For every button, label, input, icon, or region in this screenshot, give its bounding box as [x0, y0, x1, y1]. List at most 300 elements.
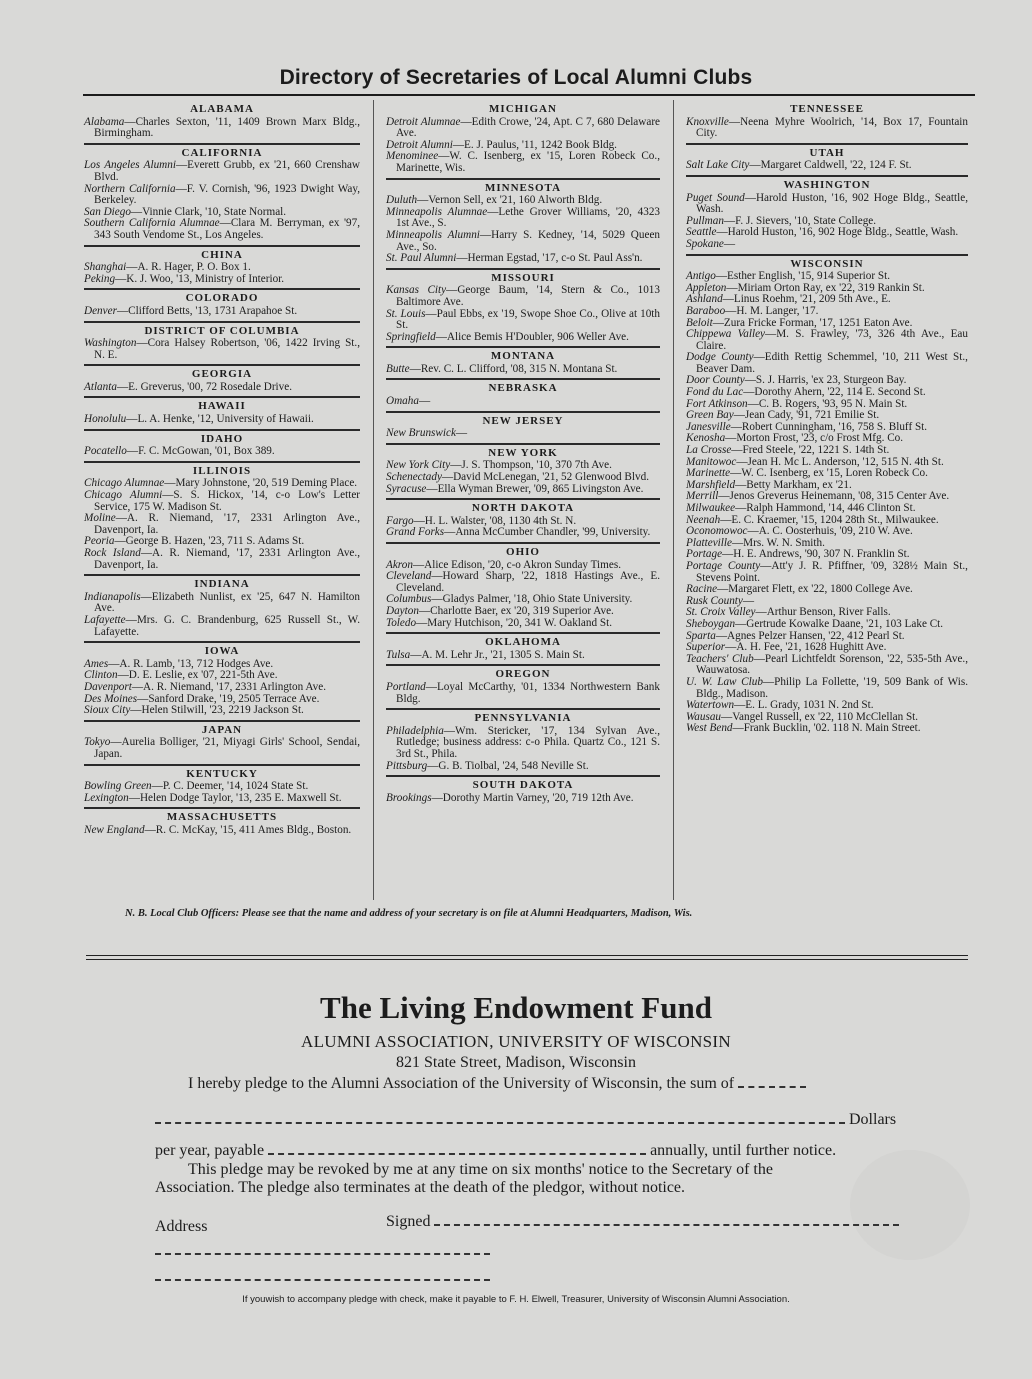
- state-heading: MINNESOTA: [484, 181, 562, 194]
- club-name: Butte: [386, 362, 410, 375]
- state-heading: NEBRASKA: [488, 382, 558, 395]
- club-name: Detroit Alumni: [386, 138, 453, 151]
- club-entry: [84, 117, 360, 140]
- club-entry: [84, 825, 360, 837]
- pledge-line: [188, 1075, 806, 1093]
- club-name: Fond du Lac: [686, 386, 744, 399]
- state-heading: MONTANA: [490, 350, 556, 363]
- state-section: [386, 503, 660, 544]
- secretary-details: —Gertrude Kowalke Daane, '21, 103 Lake Ct.: [735, 617, 944, 630]
- secretary-details: —Clara M. Berryman, ex '97, 343 South Vendome St., Los Angeles.: [94, 217, 360, 241]
- secretary-details: —J. S. Thompson, '10, 370 7th Ave.: [450, 459, 612, 472]
- state-section: [84, 812, 360, 839]
- state-heading: ILLINOIS: [192, 464, 252, 477]
- club-name: Peking: [84, 272, 116, 285]
- secretary-details: —Vernon Sell, ex '21, 160 Alworth Bldg.: [417, 194, 603, 207]
- secretary-details: —Ralph Hammond, '14, 446 Clinton St.: [735, 502, 916, 514]
- secretary-details: —Vinnie Clark, '10, State Normal.: [130, 205, 287, 218]
- revoke-line-2: Association. The pledge also terminates at the death of the pledgor, without notice.: [155, 1179, 686, 1196]
- footer-note: If youwish to accompany pledge with check, make it payable to F. H. Elwell, Treasurer, University of Wisconsin Alumni Association.: [242, 1294, 790, 1305]
- club-name: Minneapolis Alumni: [386, 228, 480, 241]
- secretary-details: —L. A. Henke, '12, University of Hawaii.: [126, 413, 314, 426]
- secretary-details: —Paul Ebbs, ex '19, Swope Shoe Co., Olive at 10th St.: [396, 307, 660, 332]
- secretary-details: —Mary Hutchison, '20, 341 W. Oakland St.: [416, 616, 612, 629]
- state-heading: IDAHO: [200, 432, 244, 445]
- state-heading: NEW JERSEY: [482, 414, 564, 427]
- club-name: Door County: [686, 374, 745, 387]
- state-heading: CHINA: [201, 248, 243, 261]
- secretary-details: —Herman Egstad, '17, c-o St. Paul Ass'n.: [456, 252, 643, 265]
- secretary-details: —R. C. McKay, '15, 411 Ames Bldg., Boston.: [144, 823, 352, 836]
- club-name: Chicago Alumni: [84, 489, 163, 502]
- club-name: Dodge County: [686, 351, 754, 364]
- club-entry: [84, 306, 360, 318]
- secretary-details: —H. M. Langer, '17.: [725, 304, 819, 317]
- club-entry: [84, 382, 360, 394]
- secretary-details: —Dorothy Ahern, '22, 114 E. Second St.: [743, 386, 926, 399]
- club-name: Fort Atkinson: [686, 397, 748, 410]
- club-entry: [84, 513, 360, 536]
- club-entry: [686, 723, 968, 735]
- state-heading: INDIANA: [194, 578, 250, 591]
- club-name: Manitowoc: [686, 455, 737, 468]
- club-name: Indianapolis: [84, 590, 141, 603]
- state-section: [84, 369, 360, 398]
- club-name: Marshfield: [686, 478, 736, 491]
- club-name: Southern California Alumnae: [84, 217, 220, 230]
- club-name: Dayton: [386, 604, 419, 617]
- secretary-details: —Ella Wyman Brewer, '09, 865 Livingston Ave.: [426, 482, 644, 495]
- club-name: Tulsa: [386, 648, 411, 661]
- secretary-details: —G. B. Tiolbal, '24, 548 Neville St.: [427, 759, 589, 772]
- secretary-details: —Charlotte Baer, ex '20, 319 Superior Ave.: [418, 604, 614, 617]
- club-entry: [386, 682, 660, 705]
- state-heading: OKLAHOMA: [485, 636, 561, 649]
- club-name: Cleveland: [386, 570, 432, 583]
- secretary-details: —Arthur Benson, River Falls.: [755, 606, 891, 619]
- club-name: Duluth: [386, 194, 418, 207]
- secretary-details: —Wm. Stericker, '17, 134 Sylvan Ave., Rutledge; business address: c-o Phila. Quartz Co., 121 S. 3rd St., Phila.: [396, 724, 660, 760]
- club-name: La Crosse: [686, 444, 732, 457]
- club-entry: [84, 184, 360, 207]
- club-entry: [84, 446, 360, 458]
- club-name: Salt Lake City: [686, 159, 750, 172]
- secretary-details: —Fred Steele, '22, 1221 S. 14th St.: [731, 444, 890, 457]
- club-name: Denver: [84, 304, 117, 317]
- secretary-details: —A. C. Oosterhuis, '09, 210 W. Ave.: [747, 525, 913, 538]
- secretary-details: —A. H. Fee, '21, 1628 Hughitt Ave.: [725, 641, 887, 654]
- state-section: [686, 180, 968, 256]
- club-entry: [686, 160, 968, 172]
- club-entry: [686, 352, 968, 375]
- secretary-details: —Dorothy Martin Varney, '20, 719 12th Ave.: [431, 791, 634, 804]
- state-heading: TENNESSEE: [790, 103, 864, 115]
- state-section: [84, 326, 360, 367]
- secretary-details: —Mrs. G. C. Brandenburg, 625 Russell St., W. Lafayette.: [94, 613, 360, 638]
- address-field-2[interactable]: [155, 1279, 490, 1281]
- club-entry: [686, 239, 968, 251]
- club-name: Neenah: [686, 513, 721, 526]
- secretary-details: —Harold Huston, '16, 902 Hoge Bldg., Seattle, Wash.: [716, 226, 959, 239]
- secretary-details: —Frank Bucklin, '02. 118 N. Main Street.: [732, 722, 921, 735]
- state-heading: UTAH: [809, 146, 845, 159]
- club-entry: [84, 705, 360, 717]
- secretary-details: —Morton Frost, '23, c/o Frost Mfg. Co.: [725, 432, 904, 445]
- state-section: [84, 293, 360, 322]
- secretary-details: —David McLenegan, '21, 52 Glenwood Blvd.: [441, 471, 649, 484]
- revoke-line-1: This pledge may be revoked by me at any time on six months' notice to the Secretary of the: [188, 1161, 773, 1178]
- club-name: Los Angeles Alumni: [84, 159, 176, 172]
- club-entry: [386, 793, 660, 805]
- signed-line: [386, 1213, 899, 1231]
- secretary-details: —A. R. Hager, P. O. Box 1.: [126, 261, 251, 274]
- club-name: Portage County: [686, 559, 761, 572]
- secretary-details: —Agnes Pelzer Hansen, '22, 412 Pearl St.: [715, 629, 905, 642]
- state-section: [84, 646, 360, 722]
- club-entry: [386, 484, 660, 496]
- club-name: Superior: [686, 641, 726, 654]
- club-entry: [386, 761, 660, 773]
- state-section: [386, 713, 660, 777]
- secretary-details: —Linus Roehm, '21, 209 5th Ave., E.: [722, 293, 891, 306]
- club-name: Clinton: [84, 669, 118, 682]
- club-entry: [84, 338, 360, 361]
- secretary-details: —Miriam Orton Ray, ex '22, 319 Rankin St.: [726, 281, 925, 294]
- secretary-details: —Harry S. Kedney, '14, 5029 Queen Ave., So.: [396, 228, 661, 253]
- secretary-details: —Rev. C. L. Clifford, '08, 315 N. Montana St.: [409, 362, 618, 375]
- secretary-details: —S. J. Harris, 'ex 23, Sturgeon Bay.: [744, 374, 907, 387]
- secretary-details: —Clifford Betts, '13, 1731 Arapahoe St.: [116, 304, 298, 317]
- club-name: Detroit Alumnae: [386, 115, 461, 128]
- club-name: Shanghai: [84, 261, 127, 274]
- state-heading: GEORGIA: [191, 368, 253, 381]
- club-entry: [686, 677, 968, 700]
- club-entry: [84, 548, 360, 571]
- secretary-details: —Sanford Drake, '19, 2505 Terrace Ave.: [137, 692, 320, 705]
- club-name: Rusk County: [686, 594, 743, 607]
- state-section: [686, 259, 968, 738]
- club-name: Alabama: [84, 115, 125, 128]
- club-name: Omaha: [386, 395, 419, 408]
- state-section: [386, 448, 660, 500]
- state-heading: MICHIGAN: [489, 103, 557, 115]
- club-name: Pocatello: [84, 445, 127, 458]
- secretary-details: —E. Greverus, '00, 72 Rosedale Drive.: [116, 380, 293, 393]
- club-name: Philadelphia: [386, 724, 444, 737]
- state-section: [386, 669, 660, 710]
- club-entry: [386, 207, 660, 230]
- club-name: Ashland: [686, 293, 723, 306]
- club-name: Racine: [686, 583, 718, 596]
- club-name: Spokane: [686, 237, 724, 250]
- state-section: [386, 547, 660, 634]
- club-entry: [686, 654, 968, 677]
- fund-title: The Living Endowment Fund: [320, 990, 712, 1025]
- state-heading: IOWA: [204, 645, 240, 658]
- state-heading: WISCONSIN: [790, 257, 864, 270]
- club-name: Syracuse: [386, 482, 427, 495]
- secretary-details: —M. S. Frawley, '73, 326 4th Ave., Eau Claire.: [696, 328, 968, 352]
- club-name: Washington: [84, 337, 137, 350]
- secretary-details: —E. C. Kraemer, '15, 1204 28th St., Milwaukee.: [720, 513, 939, 526]
- secretary-details: —F. J. Sievers, '10, State College.: [723, 214, 877, 227]
- club-name: Toledo: [386, 616, 417, 629]
- sum-field[interactable]: [738, 1075, 806, 1088]
- club-name: San Diego: [84, 205, 131, 218]
- secretary-details: —George B. Hazen, '23, 711 S. Adams St.: [114, 535, 305, 548]
- club-name: Lexington: [84, 791, 129, 804]
- secretary-details: —W. C. Isenberg, ex '15, Loren Robeck Co.: [730, 467, 928, 480]
- secretary-details: —A. R. Niemand, '17, 2331 Arlington Ave.: [131, 680, 327, 693]
- club-name: Kansas City: [386, 284, 447, 297]
- secretary-details: —F. V. Cornish, '96, 1923 Dwight Way, Berkeley.: [94, 182, 360, 207]
- state-section: [686, 104, 968, 145]
- club-name: Oconomowoc: [686, 525, 748, 538]
- club-entry: [386, 650, 660, 662]
- club-name: New York City: [386, 459, 451, 472]
- secretary-details: —K. J. Woo, '13, Ministry of Interior.: [115, 272, 285, 285]
- state-section: [84, 250, 360, 291]
- club-entry: [686, 117, 968, 140]
- secretary-details: —Mrs. W. N. Smith.: [731, 536, 825, 549]
- state-heading: HAWAII: [198, 400, 246, 413]
- state-section: [386, 416, 660, 445]
- state-heading: NEW YORK: [488, 446, 558, 459]
- club-name: Sioux City: [84, 704, 131, 717]
- club-entry: [84, 592, 360, 615]
- club-name: Chippewa Valley: [686, 328, 765, 341]
- club-name: Janesville: [686, 420, 731, 433]
- secretary-details: —Lethe Grover Williams, '20, 4323 1st Ave., S.: [396, 205, 661, 230]
- directory-column-2: [386, 104, 660, 810]
- state-section: [386, 183, 660, 270]
- secretary-details: —F. C. McGowan, '01, Box 389.: [126, 445, 275, 458]
- club-entry: [84, 737, 360, 760]
- state-section: [84, 769, 360, 810]
- secretary-details: —Philip La Follette, '19, 509 Bank of Wis. Bldg., Madison.: [696, 675, 968, 700]
- club-name: Teachers' Club: [686, 652, 754, 665]
- secretary-details: —Helen Dodge Taylor, '13, 235 E. Maxwell St.: [128, 791, 342, 804]
- club-name: Watertown: [686, 699, 735, 712]
- secretary-details: —E. J. Paulus, '11, 1242 Book Bldg.: [452, 138, 617, 151]
- secretary-details: —Neena Myhre Woolrich, '14, Box 17, Fountain City.: [696, 115, 968, 140]
- payable-line: [155, 1142, 836, 1160]
- secretary-details: —Edith Crowe, '24, Apt. C 7, 680 Delaware Ave.: [396, 115, 661, 140]
- state-section: [386, 351, 660, 380]
- club-name: Seattle: [686, 226, 717, 239]
- club-entry: [386, 309, 660, 332]
- secretary-details: —: [418, 395, 431, 408]
- secretary-details: —H. L. Walster, '08, 1130 4th St. N.: [413, 514, 577, 527]
- title-rule: [83, 94, 975, 96]
- section-divider: [86, 955, 968, 960]
- club-entry: [84, 274, 360, 286]
- payable-field[interactable]: [268, 1142, 646, 1155]
- club-entry: [386, 428, 660, 440]
- address-field-1[interactable]: [155, 1253, 490, 1255]
- club-name: Knoxville: [686, 115, 729, 128]
- state-section: [386, 637, 660, 666]
- club-name: Pullman: [686, 214, 724, 227]
- per-year-label: per year, payable: [155, 1142, 265, 1159]
- club-name: Baraboo: [686, 304, 726, 317]
- directory-column-3: [686, 104, 968, 741]
- secretary-details: —Alice Edison, '20, c-o Akron Sunday Times.: [412, 558, 621, 571]
- dollars-field[interactable]: [155, 1111, 845, 1124]
- club-name: Merrill: [686, 490, 719, 503]
- state-heading: DISTRICT OF COLUMBIA: [144, 324, 300, 337]
- state-heading: CALIFORNIA: [181, 146, 263, 159]
- state-heading: KENTUCKY: [186, 767, 258, 780]
- column-divider: [673, 100, 674, 900]
- club-entry: [84, 414, 360, 426]
- club-entry: [386, 151, 660, 174]
- club-name: Peoria: [84, 535, 115, 548]
- club-name: St. Croix Valley: [686, 606, 756, 619]
- state-section: [84, 579, 360, 643]
- club-name: Sheboygan: [686, 617, 736, 630]
- club-name: Wausau: [686, 710, 722, 723]
- secretary-details: —Jenos Greverus Heinemann, '08, 315 Center Ave.: [718, 490, 950, 503]
- club-name: Grand Forks: [386, 526, 445, 539]
- secretary-details: —Robert Cunningham, '16, 758 S. Bluff St.: [730, 420, 928, 433]
- secretary-details: —Zura Fricke Forman, '17, 1251 Eaton Ave.: [712, 316, 913, 329]
- secretary-details: —A. R. Lamb, '13, 712 Hodges Ave.: [108, 657, 274, 670]
- state-section: [386, 104, 660, 180]
- secretary-details: —Att'y J. R. Pfiffner, '09, 328½ Main St., Stevens Point.: [696, 559, 968, 584]
- secretary-details: —Howard Sharp, '22, 1818 Hastings Ave., E. Cleveland.: [396, 570, 660, 594]
- fund-address: 821 State Street, Madison, Wisconsin: [396, 1054, 636, 1071]
- secretary-details: —A. R. Niemand, '17, 2331 Arlington Ave., Davenport, Ia.: [94, 547, 360, 571]
- state-section: [84, 434, 360, 463]
- local-club-note: N. B. Local Club Officers: Please see that the name and address of your secretary is on file at Alumni Headquarters, Madison, Wis.: [125, 908, 693, 919]
- club-entry: [84, 218, 360, 241]
- secretary-details: —W. C. Isenberg, ex '15, Loren Robeck Co., Marinette, Wis.: [396, 150, 660, 174]
- secretary-details: —: [455, 427, 468, 440]
- club-name: Chicago Alumnae: [84, 477, 165, 490]
- secretary-details: —A. M. Lehr Jr., '21, 1305 S. Main St.: [410, 648, 585, 661]
- dollars-label: Dollars: [849, 1111, 897, 1128]
- club-name: Ames: [84, 657, 109, 670]
- secretary-details: —Harold Huston, '16, 902 Hoge Bldg., Seattle, Wash.: [696, 191, 968, 216]
- state-section: [386, 780, 660, 807]
- state-heading: JAPAN: [201, 723, 243, 736]
- club-name: Portage: [686, 548, 723, 561]
- secretary-details: —H. E. Andrews, '90, 307 N. Franklin St.: [722, 548, 910, 561]
- club-name: Akron: [386, 558, 413, 571]
- club-entry: [386, 253, 660, 265]
- secretary-details: —George Baum, '14, Stern & Co., 1013 Baltimore Ave.: [396, 284, 660, 308]
- column-divider: [373, 100, 374, 900]
- club-name: Menominee: [386, 150, 439, 163]
- club-entry: [84, 490, 360, 513]
- secretary-details: —Charles Sexton, '11, 1409 Brown Marx Bldg., Birmingham.: [94, 115, 360, 140]
- secretary-details: —C. B. Rogers, '93, 95 N. Main St.: [747, 397, 908, 410]
- club-name: Des Moines: [84, 692, 138, 705]
- state-heading: NORTH DAKOTA: [471, 502, 575, 515]
- secretary-details: —Aurelia Bolliger, '21, Miyagi Girls' School, Sendai, Japan.: [94, 736, 360, 760]
- state-heading: MASSACHUSETTS: [166, 811, 278, 824]
- state-section: [386, 383, 660, 412]
- state-heading: OREGON: [495, 668, 551, 681]
- club-name: West Bend: [686, 722, 733, 735]
- club-name: Platteville: [686, 536, 732, 549]
- secretary-details: —Betty Markham, ex '21.: [735, 478, 852, 491]
- secretary-details: —Edith Rettig Schemmel, '10, 211 West St., Beaver Dam.: [696, 351, 968, 375]
- signature-field[interactable]: [434, 1213, 899, 1226]
- secretary-details: —Jean Cady, '91, 721 Emilie St.: [733, 409, 880, 422]
- secretary-details: —Vangel Russell, ex '22, 110 McClellan St.: [721, 710, 919, 723]
- address-label: Address: [155, 1218, 208, 1235]
- page-title: Directory of Secretaries of Local Alumni Clubs: [279, 66, 753, 89]
- club-entry: [386, 527, 660, 539]
- secretary-details: —Pearl Lichtfeldt Sorenson, '22, 535-5th Ave., Wauwatosa.: [696, 652, 968, 677]
- club-name: U. W. Law Club: [686, 675, 763, 688]
- secretary-details: —: [723, 237, 736, 250]
- secretary-details: —Margaret Flett, ex '22, 1800 College Ave.: [717, 583, 913, 596]
- club-name: Northern California: [84, 182, 176, 195]
- secretary-details: —Jean H. Mc L. Anderson, '12, 515 N. 4th St.: [736, 455, 944, 468]
- state-section: [84, 401, 360, 430]
- club-entry: [386, 364, 660, 376]
- secretary-details: —S. S. Hickox, '14, c-o Low's Letter Service, 175 W. Madison St.: [94, 489, 361, 513]
- state-heading: PENNSYLVANIA: [474, 712, 572, 725]
- directory-column-1: [84, 104, 360, 842]
- club-name: Minneapolis Alumnae: [386, 205, 488, 218]
- club-entry: [686, 561, 968, 584]
- club-name: New England: [84, 823, 145, 836]
- club-entry: [386, 571, 660, 594]
- club-name: Puget Sound: [686, 191, 745, 204]
- fund-organization: ALUMNI ASSOCIATION, UNIVERSITY OF WISCONSIN: [301, 1032, 731, 1051]
- club-entry: [386, 618, 660, 630]
- club-entry: [386, 332, 660, 344]
- annually-label: annually, until further notice.: [650, 1142, 837, 1159]
- secretary-details: —Margaret Caldwell, '22, 124 F. St.: [749, 159, 912, 172]
- club-name: Green Bay: [686, 409, 734, 422]
- secretary-details: —Loyal McCarthy, '01, 1334 Northwestern Bank Bldg.: [396, 680, 660, 705]
- club-name: Sparta: [686, 629, 716, 642]
- secretary-details: —Elizabeth Nunlist, ex '25, 647 N. Hamilton Ave.: [94, 590, 360, 615]
- club-name: Rock Island: [84, 547, 141, 559]
- club-name: Marinette: [686, 467, 731, 480]
- club-name: Beloit: [686, 316, 713, 329]
- state-heading: ALABAMA: [190, 103, 254, 115]
- club-entry: [84, 615, 360, 638]
- secretary-details: —Gladys Palmer, '18, Ohio State University.: [431, 593, 633, 606]
- state-section: [84, 725, 360, 766]
- club-name: Schenectady: [386, 471, 442, 484]
- secretary-details: —Cora Halsey Robertson, '06, 1422 Irving St., N. E.: [94, 337, 360, 361]
- club-name: Moline: [84, 512, 116, 525]
- club-name: Honolulu: [84, 413, 127, 426]
- club-name: Portland: [386, 680, 426, 693]
- club-entry: [686, 329, 968, 352]
- club-name: Bowling Green: [84, 780, 152, 793]
- club-name: St. Paul Alumni: [386, 252, 457, 265]
- club-name: Brookings: [386, 791, 432, 804]
- club-name: Tokyo: [84, 736, 111, 749]
- secretary-details: —Esther English, '15, 914 Superior St.: [715, 270, 891, 283]
- club-name: Antigo: [686, 270, 716, 283]
- state-heading: MISSOURI: [491, 271, 555, 284]
- faint-seal: [850, 1150, 970, 1260]
- state-section: [84, 466, 360, 576]
- secretary-details: —Helen Stilwill, '23, 2219 Jackson St.: [130, 704, 304, 717]
- club-name: Atlanta: [84, 380, 117, 393]
- club-name: Davenport: [84, 680, 132, 693]
- secretary-details: —A. R. Niemand, '17, 2331 Arlington Ave., Davenport, Ia.: [94, 512, 360, 536]
